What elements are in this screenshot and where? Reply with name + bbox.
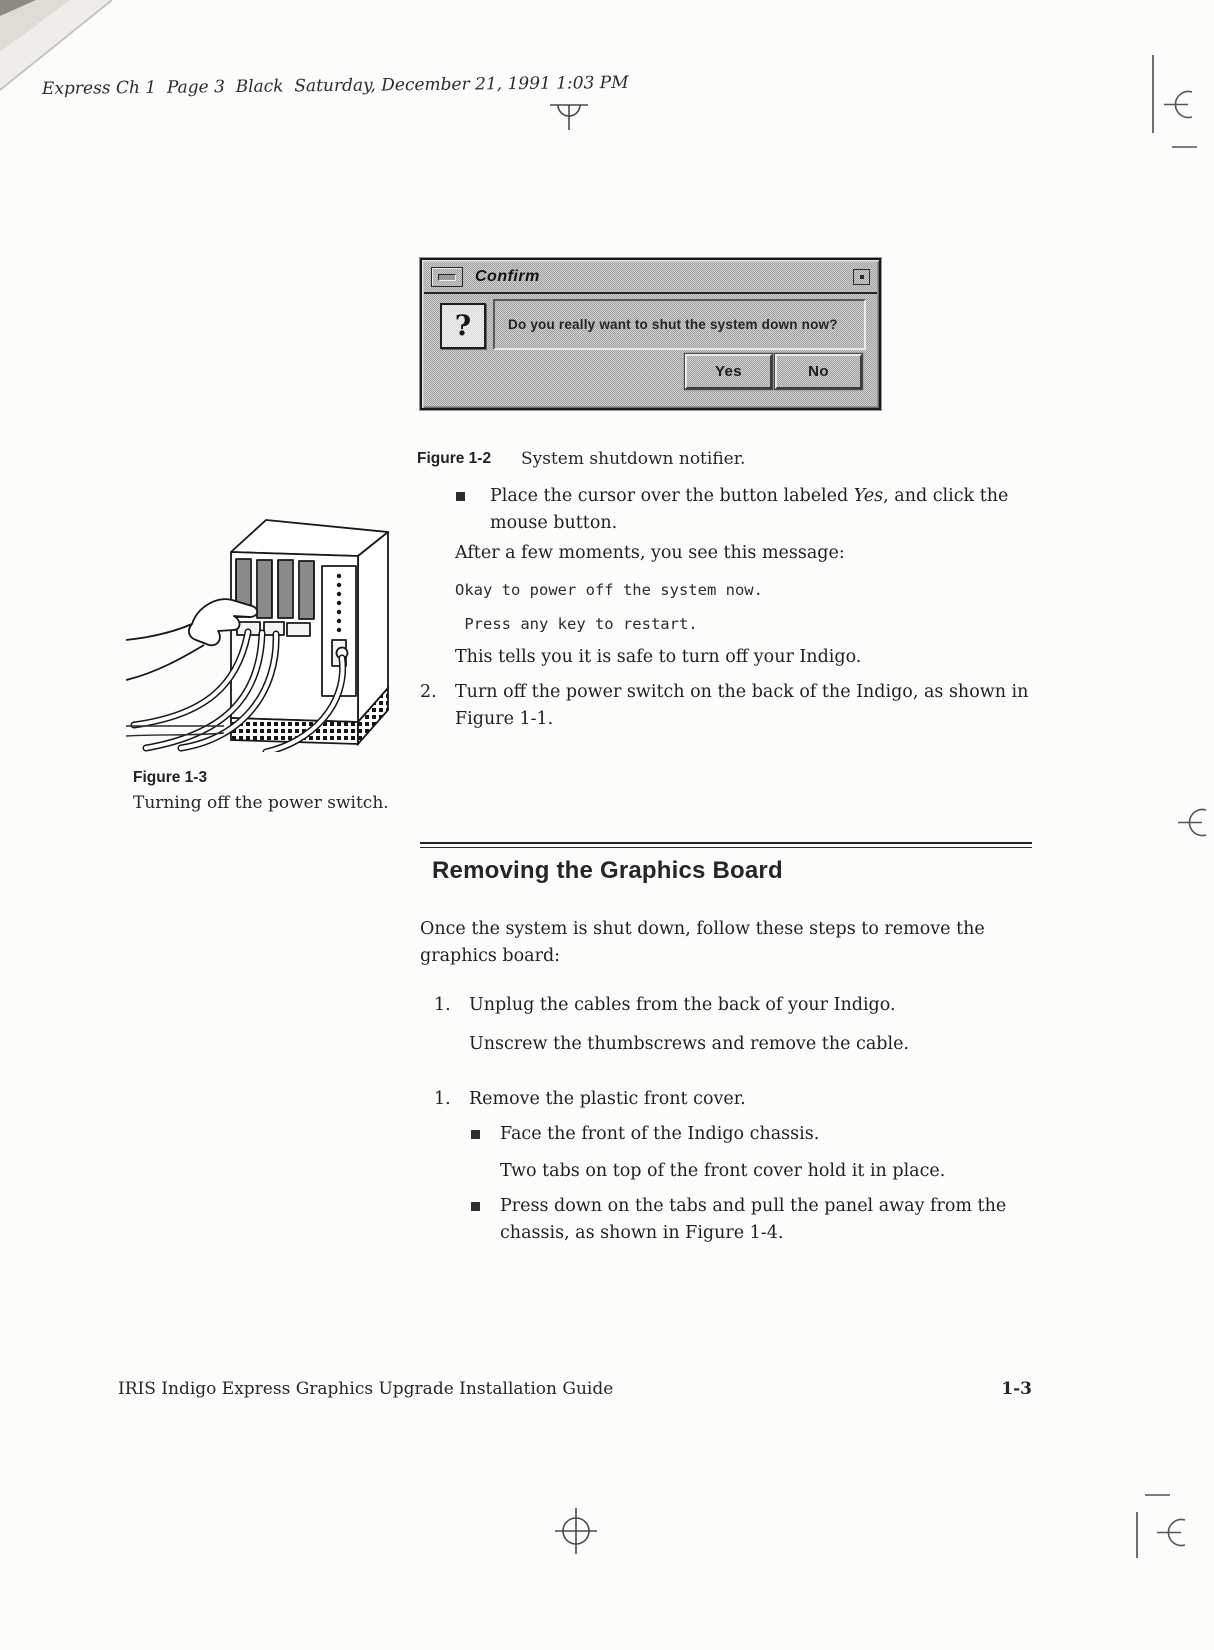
safe-line: This tells you it is safe to turn off your Indigo.	[455, 647, 862, 667]
dialog-title: Confirm	[475, 268, 540, 285]
step-2-line2: Figure 1-1.	[455, 709, 554, 729]
step-2-text	[455, 679, 1028, 733]
dialog-message	[493, 299, 866, 350]
crop-mark-dash	[1172, 146, 1197, 148]
section-intro-line2: graphics board:	[420, 946, 561, 966]
crop-mark-line	[1136, 1512, 1138, 1558]
dialog-titlebar	[424, 262, 877, 294]
two-tabs-line: Two tabs on top of the front cover hold it in place.	[500, 1161, 946, 1181]
two-tabs-subtext	[500, 1158, 945, 1185]
yes-button-label: Yes	[714, 362, 743, 380]
after-moments-text	[455, 540, 845, 567]
window-corner-icon	[853, 269, 870, 285]
press-tabs-line1: Press down on the tabs and pull the panel away from the	[500, 1196, 1007, 1216]
unplug-step-line: Unplug the cables from the back of your Indigo.	[469, 995, 896, 1015]
footer-page-number: 1-3	[1001, 1379, 1032, 1399]
figure-1-2-label: Figure 1-2	[417, 450, 492, 467]
bullet-text-emphasis: Yes	[853, 486, 884, 506]
remove-cover-step-number: 1.	[434, 1089, 451, 1109]
no-button-label: No	[808, 362, 829, 380]
bullet-place-cursor	[490, 483, 1008, 537]
step-2-number: 2.	[420, 682, 437, 702]
face-front-bullet	[500, 1121, 819, 1148]
console-output-line2: Press any key to restart.	[455, 615, 698, 633]
unscrew-line: Unscrew the thumbscrews and remove the cable.	[469, 1034, 909, 1054]
after-moments-line: After a few moments, you see this message:	[455, 543, 845, 563]
figure-1-3-illustration	[126, 490, 398, 752]
registration-target-bottom-icon	[553, 1508, 599, 1554]
step-2-line1: Turn off the power switch on the back of the Indigo, as shown in	[455, 682, 1029, 702]
bullet-text-pre: Place the cursor over the button labeled	[490, 486, 854, 506]
list-bullet	[456, 492, 465, 501]
unplug-step-number: 1.	[434, 995, 451, 1015]
window-menu-icon	[431, 267, 463, 287]
press-tabs-bullet	[500, 1193, 1006, 1247]
dialog-message-text: Do you really want to shut the system down now?	[508, 316, 838, 332]
yes-button	[685, 354, 772, 389]
dialog-body	[424, 294, 877, 406]
no-button	[775, 354, 862, 389]
section-heading: Removing the Graphics Board	[432, 857, 783, 884]
remove-cover-line: Remove the plastic front cover.	[469, 1089, 746, 1109]
crop-mark-dash	[1145, 1494, 1170, 1496]
confirm-dialog-figure	[420, 258, 881, 410]
figure-1-3-caption: Turning off the power switch.	[133, 793, 389, 813]
remove-cover-step-text	[469, 1086, 746, 1113]
unplug-step-text	[469, 992, 896, 1019]
section-intro	[420, 916, 985, 970]
list-bullet	[471, 1130, 480, 1139]
footer-book-title: IRIS Indigo Express Graphics Upgrade Installation Guide	[118, 1379, 614, 1399]
question-mark-icon	[440, 303, 486, 349]
question-glyph: ?	[454, 309, 472, 342]
safe-to-turn-off-text	[455, 644, 861, 671]
figure-1-2-caption: System shutdown notifier.	[521, 449, 746, 469]
list-bullet	[471, 1202, 480, 1211]
section-intro-line1: Once the system is shut down, follow these steps to remove the	[420, 919, 985, 939]
registration-mark-right-mid-icon	[1178, 804, 1214, 842]
registration-mark-right-top-icon	[1164, 86, 1204, 124]
bullet-text-post: , and click the	[883, 486, 1009, 506]
section-divider-rule	[420, 842, 1032, 848]
registration-mark-right-bottom-icon	[1157, 1514, 1197, 1552]
bullet-text-line2: mouse button.	[490, 513, 618, 533]
face-front-line: Face the front of the Indigo chassis.	[500, 1124, 820, 1144]
figure-1-3-label: Figure 1-3	[133, 769, 208, 786]
crop-mark-line	[1152, 55, 1154, 133]
console-output-line1: Okay to power off the system now.	[455, 581, 763, 599]
print-job-header: Express Ch 1 Page 3 Black Saturday, December 21, 1991 1:03 PM	[41, 72, 629, 99]
unscrew-subtext	[469, 1031, 909, 1058]
press-tabs-line2: chassis, as shown in Figure 1-4.	[500, 1223, 784, 1243]
registration-mark-top-icon	[550, 102, 588, 132]
